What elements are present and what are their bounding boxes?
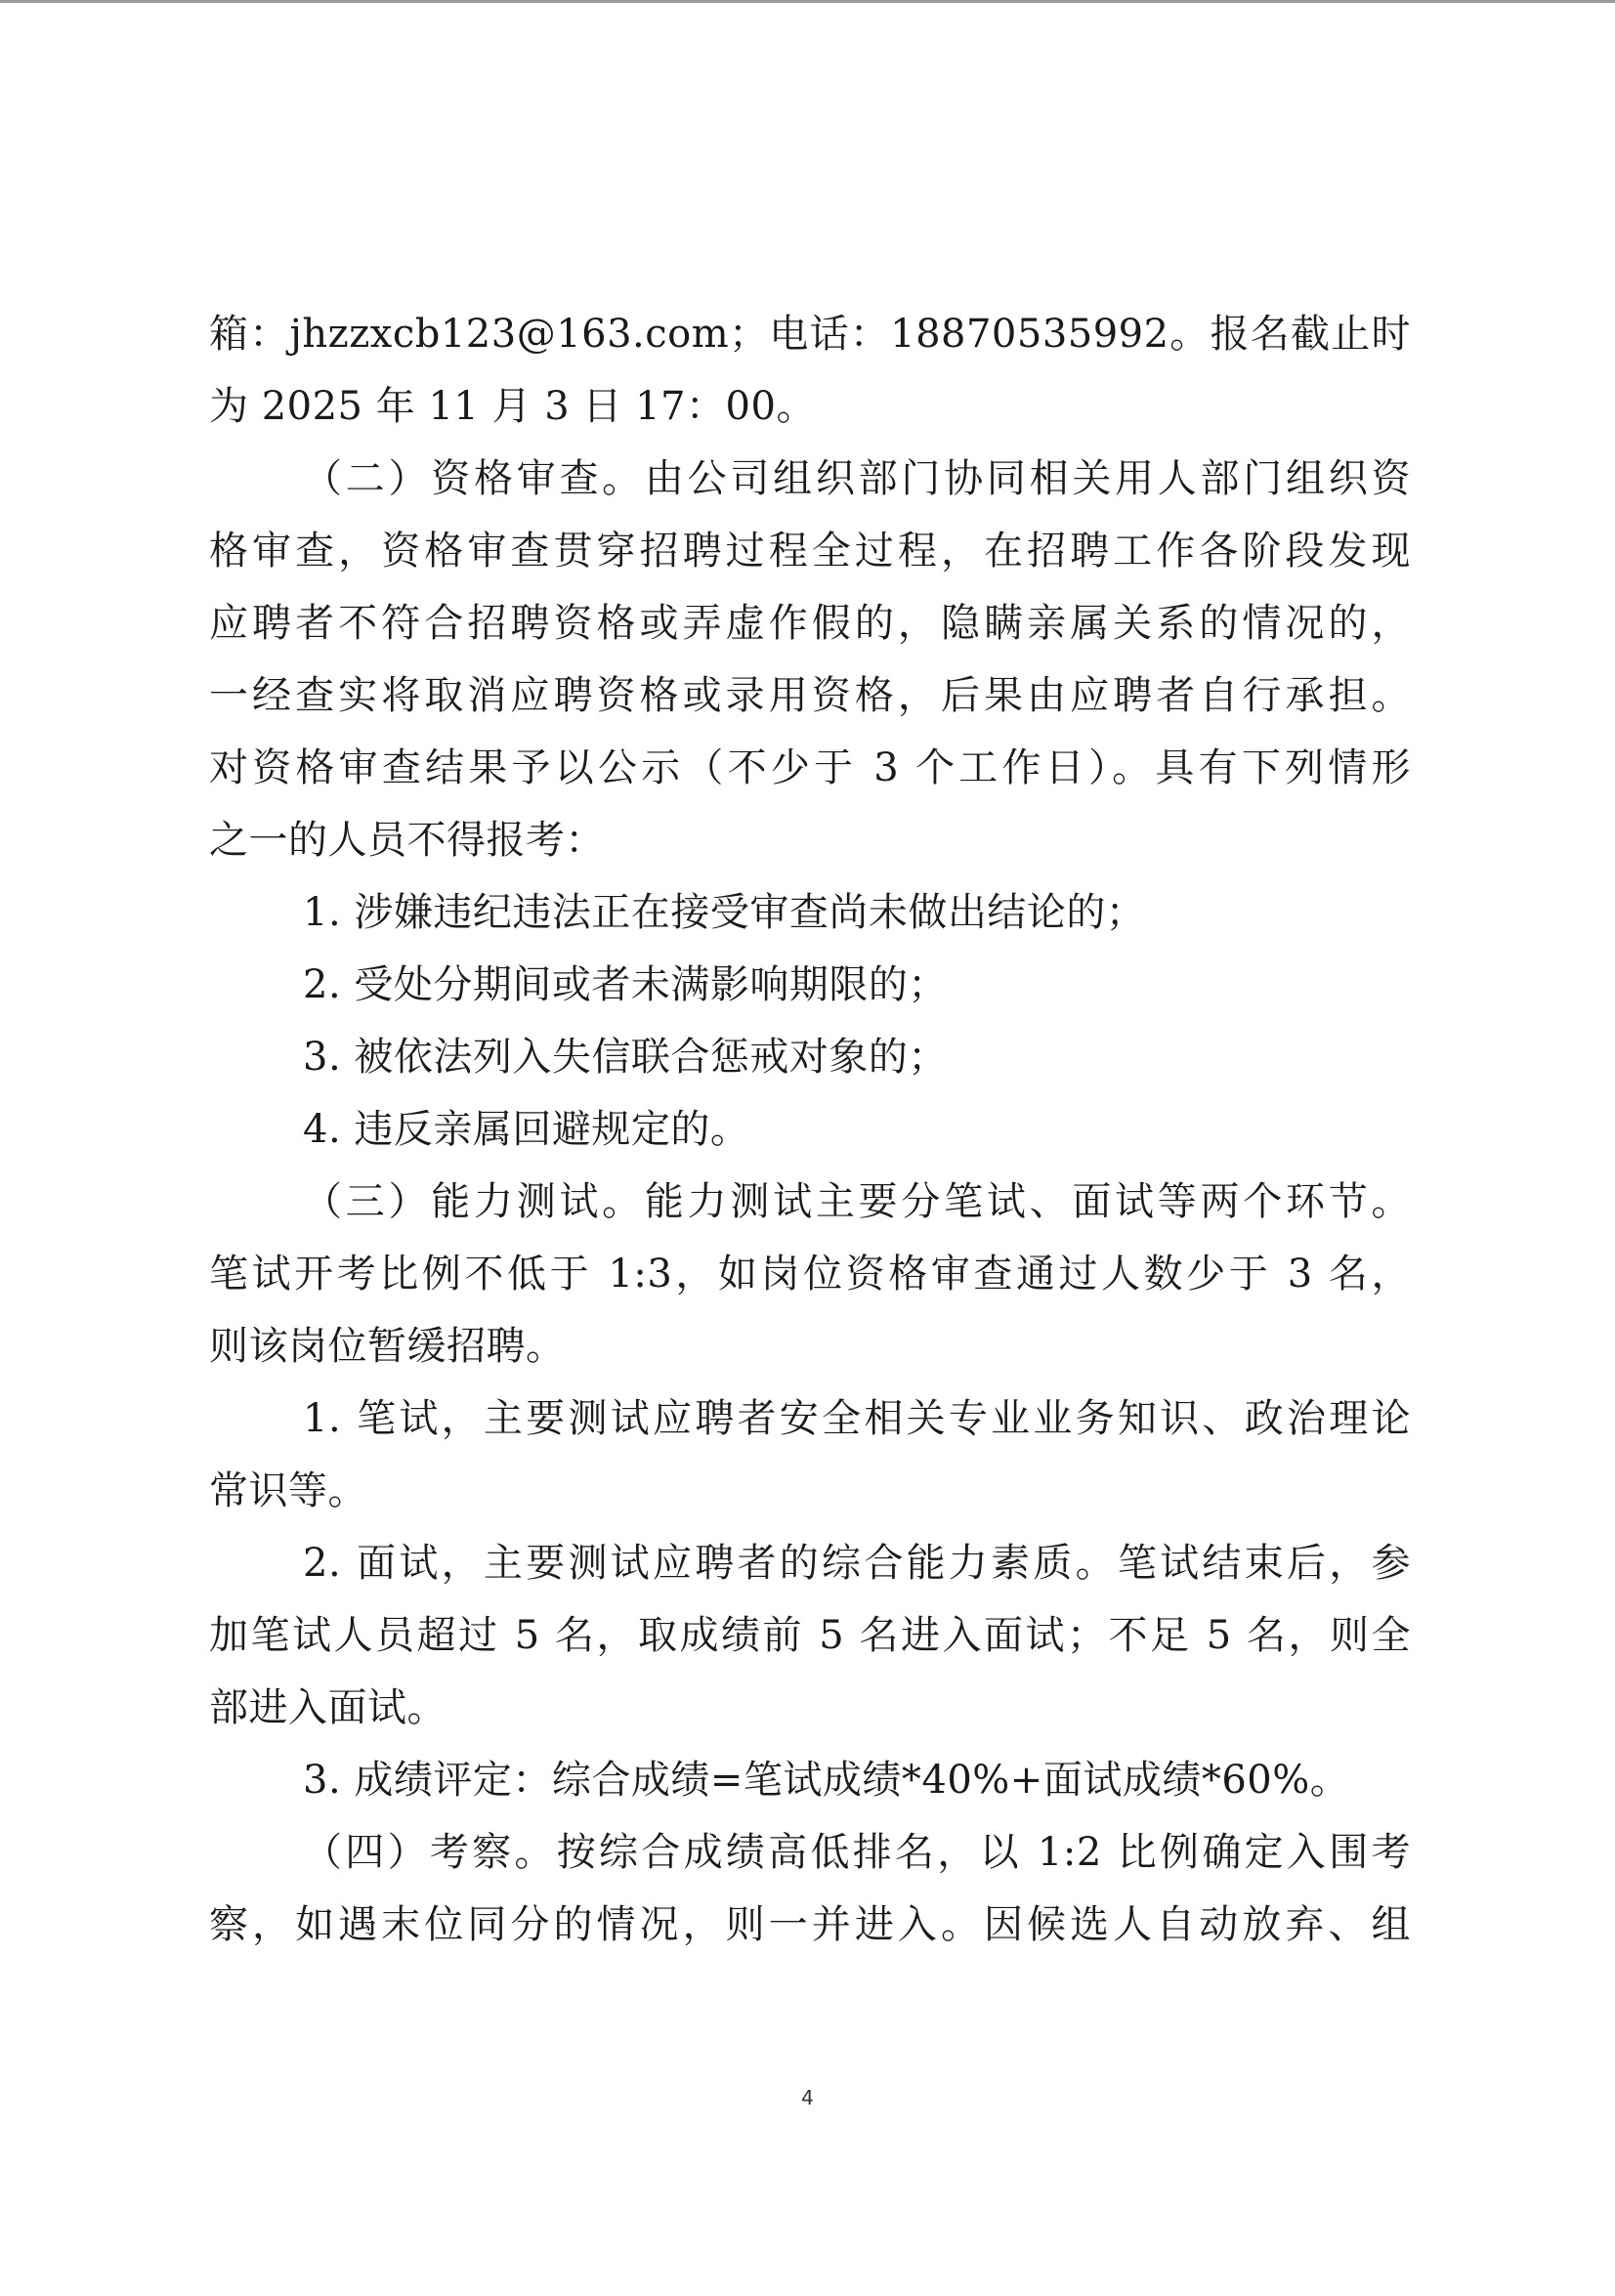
list-item-2: 2. 受处分期间或者未满影响期限的； — [303, 962, 948, 1007]
text-line-7: 对资格审查结果予以公示（不少于 3 个工作日）。具有下列情形 — [209, 745, 1411, 790]
scan-edge-line — [0, 0, 1615, 3]
text-line-14: 笔试开考比例不低于 1:3，如岗位资格审查通过人数少于 3 名， — [209, 1252, 1411, 1297]
text-line-15: 则该岗位暂缓招聘。 — [209, 1324, 566, 1369]
section-4-heading-line: （四）考察。按综合成绩高低排名，以 1:2 比例确定入围考 — [303, 1830, 1411, 1875]
text-line-17: 常识等。 — [209, 1468, 367, 1513]
list-item-4: 4. 违反亲属回避规定的。 — [303, 1107, 750, 1152]
text-line-1: 箱：jhzzxcb123@163.com；电话：18870535992。报名截止时 — [209, 312, 1411, 357]
text-line-23: 察，如遇末位同分的情况，则一并进入。因候选人自动放弃、组 — [209, 1902, 1411, 1947]
written-test-line: 1. 笔试，主要测试应聘者安全相关专业业务知识、政治理论 — [303, 1396, 1411, 1441]
text-line-19: 加笔试人员超过 5 名，取成绩前 5 名进入面试；不足 5 名，则全 — [209, 1613, 1411, 1658]
document-body — [209, 298, 1411, 1961]
section-2-heading-line: （二）资格审查。由公司组织部门协同相关用人部门组织资 — [303, 456, 1411, 501]
score-evaluation-line: 3. 成绩评定：综合成绩=笔试成绩*40%+面试成绩*60%。 — [303, 1758, 1350, 1803]
page-number: 4 — [801, 2086, 814, 2109]
text-line-20: 部进入面试。 — [209, 1685, 446, 1730]
text-line-4: 格审查，资格审查贯穿招聘过程全过程，在招聘工作各阶段发现 — [209, 529, 1411, 574]
text-line-6: 一经查实将取消应聘资格或录用资格，后果由应聘者自行承担。 — [209, 673, 1411, 718]
text-line-5: 应聘者不符合招聘资格或弄虚作假的，隐瞒亲属关系的情况的， — [209, 601, 1411, 646]
text-line-2: 为 2025 年 11 月 3 日 17：00。 — [209, 384, 816, 429]
list-item-3: 3. 被依法列入失信联合惩戒对象的； — [303, 1035, 948, 1080]
section-3-heading-line: （三）能力测试。能力测试主要分笔试、面试等两个环节。 — [303, 1179, 1411, 1224]
list-item-1: 1. 涉嫌违纪违法正在接受审查尚未做出结论的； — [303, 890, 1146, 935]
text-line-8: 之一的人员不得报考： — [209, 818, 605, 863]
interview-line: 2. 面试，主要测试应聘者的综合能力素质。笔试结束后，参 — [303, 1541, 1411, 1586]
